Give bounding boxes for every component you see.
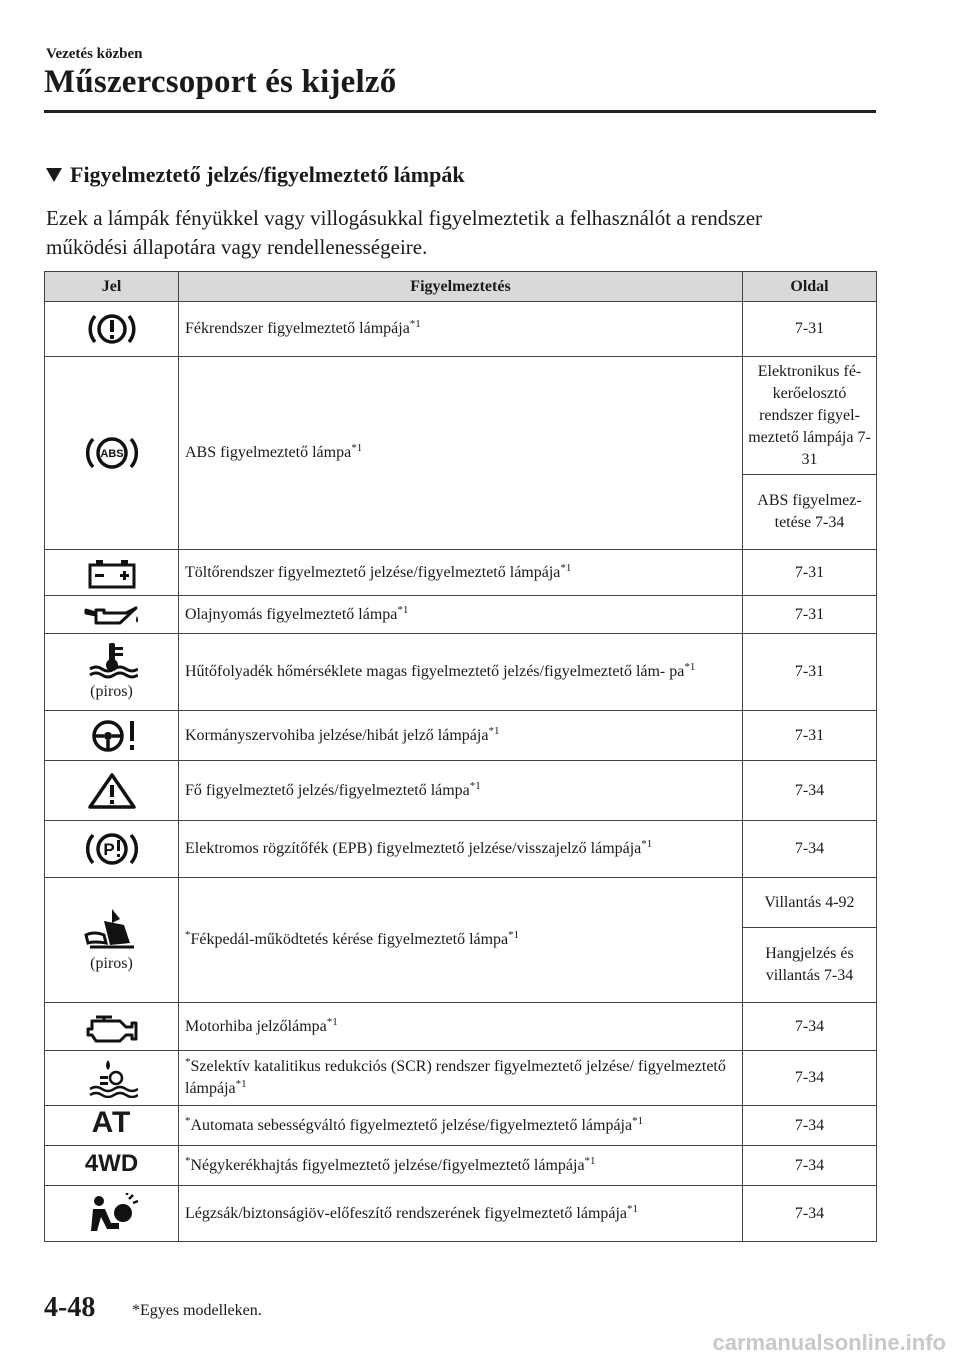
footnote-mark: *1 — [560, 561, 572, 574]
svg-text:P: P — [102, 840, 115, 859]
warning-text: Automata sebességváltó figyelmeztető jelzése/figyelmeztető lámpája — [190, 1116, 633, 1134]
page-ref: Hangjelzés és villantás 7-34 — [743, 928, 877, 1003]
table-row — [45, 596, 877, 634]
warning-text: Négykerékhajtás figyelmeztető jelzése/figyelmeztető lámpája — [190, 1156, 585, 1174]
warning-text: Elektromos rögzítőfék (EPB) figyelmeztető jelzése/visszajelző lámpája — [185, 840, 642, 857]
page-ref: 7-31 — [743, 634, 877, 711]
footnote-mark: * — [185, 929, 191, 941]
page-ref: 7-34 — [743, 1186, 877, 1242]
header-warning: Figyelmeztetés — [179, 272, 743, 302]
section-label: Vezetés közben — [46, 46, 143, 62]
footnote-mark: * — [185, 1056, 191, 1068]
warning-text: Fő figyelmeztető jelzés/figyelmeztető lámpa — [185, 781, 470, 799]
warning-text: ABS figyelmeztető lámpa — [185, 444, 352, 461]
airbag-icon — [85, 1193, 139, 1235]
warning-text: Olajnyomás figyelmeztető lámpa — [185, 605, 398, 623]
footnote-mark: *1 — [632, 1114, 644, 1127]
watermark: carmanualsonline.info — [712, 1330, 946, 1355]
table-row — [45, 1051, 877, 1106]
page-ref: Elektronikus fé- kerőelosztó rendszer figyel- meztető lámpája 7-31 — [743, 357, 877, 475]
warning-text: Kormányszervohiba jelzése/hibát jelző lámpája — [185, 726, 489, 744]
warning-text: Motorhiba jelzőlámpa — [185, 1017, 327, 1035]
table-row — [45, 878, 877, 928]
check-engine-icon — [82, 1011, 142, 1043]
table-row — [45, 302, 877, 357]
page-ref: 7-31 — [743, 596, 877, 634]
footnote-mark: *1 — [326, 1015, 338, 1028]
warning-text: Töltőrendszer figyelmeztető jelzése/figyelmeztető lámpája — [185, 563, 561, 581]
oil-pressure-icon — [82, 602, 142, 628]
subsection-title: Figyelmeztető jelzés/figyelmeztető lámpák — [70, 162, 465, 187]
footnote-mark: *1 — [641, 838, 653, 850]
footnote-mark: *1 — [397, 603, 409, 616]
footnote-mark: * — [185, 1114, 191, 1127]
icon-color-note: (piros) — [90, 683, 133, 700]
coolant-temperature-icon — [86, 641, 138, 679]
brake-pedal-request-icon — [82, 905, 142, 951]
page-ref: 7-31 — [743, 550, 877, 596]
page-ref: 7-34 — [743, 1003, 877, 1051]
table-row — [45, 1146, 877, 1186]
page-ref: 7-34 — [743, 1146, 877, 1186]
footnote-mark: *1 — [584, 1154, 596, 1167]
brake-warning-icon — [86, 310, 138, 348]
page-number: 4-48 — [44, 1292, 96, 1323]
table-row — [45, 711, 877, 761]
page-ref: 7-31 — [743, 711, 877, 761]
table-row — [45, 1186, 877, 1242]
abs-warning-icon — [83, 433, 141, 473]
triangle-bullet-icon — [46, 168, 62, 182]
warning-text: Szelektív katalitikus redukciós (SCR) rendszer figyelmeztető jelzése/ figyelmeztető lámpája — [185, 1058, 726, 1097]
epb-warning-icon — [83, 829, 141, 869]
table-header-row — [45, 272, 877, 302]
chapter-title: Műszercsoport és kijelző — [44, 64, 397, 100]
page-ref: 7-34 — [743, 1106, 877, 1146]
footnote: *Egyes modelleken. — [132, 1302, 262, 1319]
header-rule — [44, 110, 876, 113]
footnote-mark: *1 — [684, 661, 696, 673]
scr-system-icon — [86, 1058, 138, 1098]
warning-text: Fékpedál-működtetés kérése figyelmeztető lámpa — [190, 931, 509, 948]
svg-text:ABS: ABS — [99, 448, 124, 460]
page-ref: Villantás 4-92 — [743, 878, 877, 928]
at-warning-icon: AT — [91, 1106, 132, 1139]
intro-paragraph: Ezek a lámpák fényükkel vagy villogásukkal figyelmeztetik a felhasználót a rendszer működési állapotára vagy rendellenességeire. — [46, 206, 763, 259]
table-row — [45, 634, 877, 711]
warning-lamps-table — [44, 271, 877, 1242]
page-ref: 7-34 — [743, 821, 877, 878]
warning-text: Hűtőfolyadék hőmérséklete magas figyelmeztető jelzés/figyelmeztető lám- pa — [185, 663, 685, 680]
master-warning-icon — [86, 771, 138, 811]
warning-text: Légzsák/biztonságiöv-előfeszítő rendszerének figyelmeztető lámpája — [185, 1204, 628, 1222]
power-steering-icon — [86, 718, 138, 754]
page-ref: ABS figyelmez- tetése 7-34 — [743, 475, 877, 550]
footnote-mark: *1 — [235, 1078, 247, 1090]
header-page: Oldal — [743, 272, 877, 302]
footnote-mark: * — [185, 1154, 191, 1167]
footnote-mark: *1 — [469, 779, 481, 792]
subsection-heading — [46, 162, 465, 188]
footnote-mark: *1 — [409, 318, 421, 330]
page-ref: 7-31 — [743, 302, 877, 357]
footnote-mark: *1 — [508, 929, 520, 941]
table-row — [45, 761, 877, 821]
warning-text: Fékrendszer figyelmeztető lámpája — [185, 320, 410, 337]
footnote-mark: *1 — [488, 724, 500, 737]
page-ref: 7-34 — [743, 761, 877, 821]
table-row — [45, 1106, 877, 1146]
icon-color-note: (piros) — [90, 955, 133, 972]
battery-icon — [86, 557, 138, 589]
header-symbol: Jel — [45, 272, 179, 302]
table-row — [45, 1003, 877, 1051]
page-ref: 7-34 — [743, 1051, 877, 1106]
table-row — [45, 821, 877, 878]
footnote-mark: *1 — [351, 442, 363, 454]
table-row — [45, 357, 877, 475]
table-row — [45, 550, 877, 596]
4wd-warning-icon: 4WD — [84, 1150, 139, 1177]
footnote-mark: *1 — [627, 1202, 639, 1215]
